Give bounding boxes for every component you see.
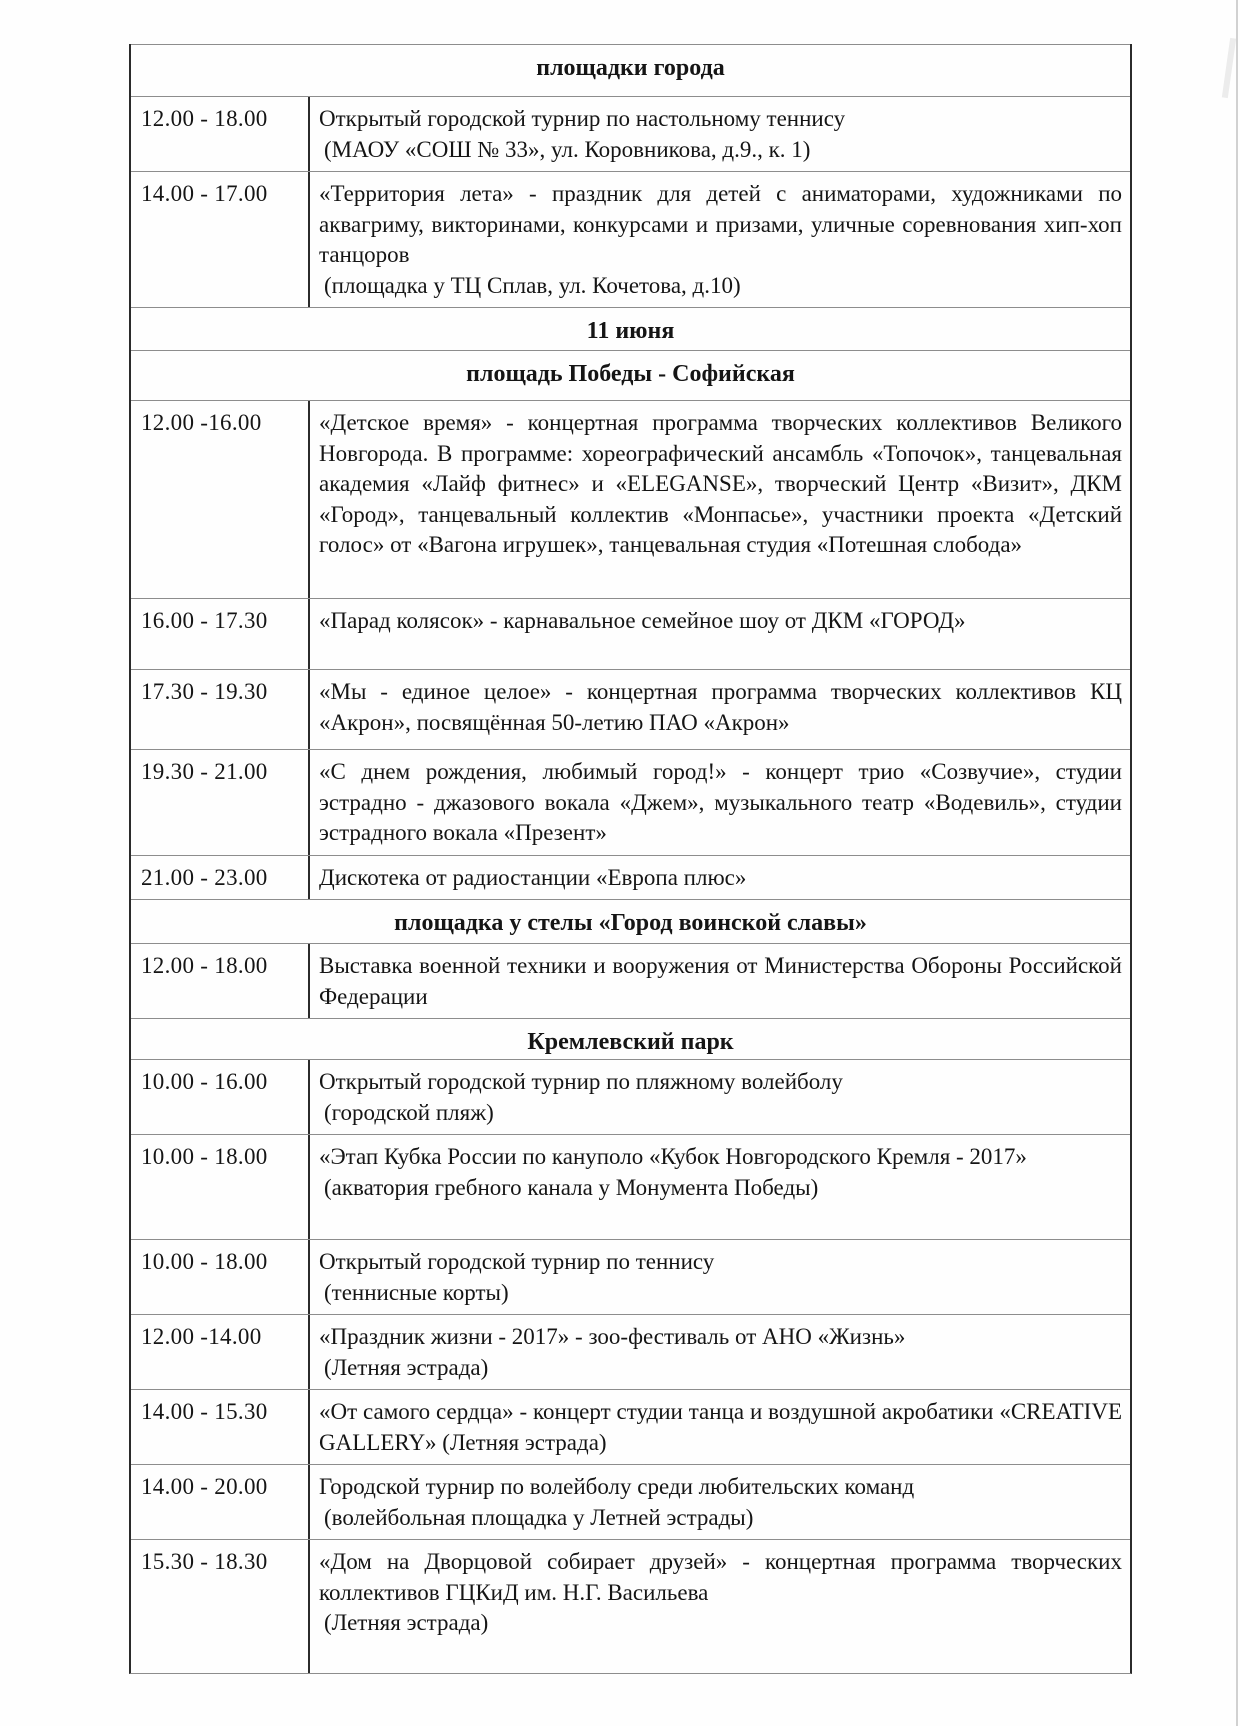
event-text: Дискотека от радиостанции «Европа плюс» xyxy=(319,864,747,890)
event-text: Открытый городской турнир по настольному теннису xyxy=(319,106,846,131)
event-text: «С днем рождения, любимый город!» - концерт трио «Созвучие», студии эстрадно - джазового вокала «Джем», музыкального театр «Водевиль», студии эстрадного вокала «Презент» xyxy=(319,759,1122,845)
section-header: площадка у стелы «Город воинской славы» xyxy=(131,899,1130,943)
page-edge-scan-artifact xyxy=(1236,0,1238,1726)
event-time: 14.00 - 15.30 xyxy=(141,1399,268,1424)
scan-smudge xyxy=(1222,38,1236,98)
event-text: «Праздник жизни - 2017» - зоо-фестиваль от АНО «Жизнь» xyxy=(319,1324,906,1349)
schedule-row xyxy=(131,400,1130,598)
event-description xyxy=(308,1240,1130,1314)
event-text: «Территория лета» - праздник для детей с аниматорами, художниками по аквагриму, викторинами, конкурсами и призами, уличные соревнования хип-хоп танцоров xyxy=(319,181,1122,267)
schedule-row xyxy=(131,1059,1130,1134)
event-description xyxy=(308,856,1130,900)
event-time: 12.00 - 18.00 xyxy=(141,953,268,978)
event-venue: (акватория гребного канала у Монумента Победы) xyxy=(324,1174,819,1200)
schedule-row xyxy=(131,1239,1130,1314)
event-description xyxy=(308,1390,1130,1464)
event-time: 10.00 - 18.00 xyxy=(141,1249,268,1274)
event-description xyxy=(308,401,1130,598)
schedule-row xyxy=(131,598,1130,669)
event-description xyxy=(308,97,1130,171)
schedule-row xyxy=(131,1314,1130,1389)
event-time: 12.00 - 18.00 xyxy=(141,106,268,131)
section-header: 11 июня xyxy=(131,307,1130,350)
event-text: «Мы - единое целое» - концертная программа творческих коллективов КЦ «Акрон», посвящённая 50-летию ПАО «Акрон» xyxy=(319,679,1122,735)
event-description xyxy=(308,670,1130,749)
event-time: 15.30 - 18.30 xyxy=(141,1549,268,1574)
event-description xyxy=(308,1135,1130,1239)
event-text: «Детское время» - концертная программа творческих коллективов Великого Новгорода. В программе: хореографический ансамбль «Топочок», танцевальная академия «Лайф фитнес» и «ELEGANSE», творческий Центр «Визит», ДКМ «Город», танцевальный коллектив «Монпасье», участники проекта «Детский голос» от «Вагона игрушек», танцевальная студия «Потешная слобода» xyxy=(319,410,1122,557)
event-time: 10.00 - 16.00 xyxy=(141,1069,268,1094)
event-description xyxy=(308,172,1130,307)
event-venue: (теннисные корты) xyxy=(324,1279,509,1305)
event-time: 14.00 - 17.00 xyxy=(141,181,268,206)
event-description xyxy=(308,944,1130,1018)
event-time: 12.00 -14.00 xyxy=(141,1324,262,1349)
event-description xyxy=(308,1540,1130,1673)
event-text: Выставка военной техники и вооружения от Министерства Обороны Российской Федерации xyxy=(319,953,1122,1009)
event-time: 19.30 - 21.00 xyxy=(141,759,268,784)
event-time: 21.00 - 23.00 xyxy=(141,864,268,890)
section-header: площадь Победы - Софийская xyxy=(131,350,1130,400)
event-text: «Парад колясок» - карнавальное семейное шоу от ДКМ «ГОРОД» xyxy=(319,608,966,633)
event-text: Открытый городской турнир по пляжному волейболу xyxy=(319,1069,843,1094)
schedule-row xyxy=(131,1389,1130,1464)
section-header: Кремлевский парк xyxy=(131,1018,1130,1059)
event-time: 14.00 - 20.00 xyxy=(141,1474,268,1499)
event-venue: (волейбольная площадка у Летней эстрады) xyxy=(324,1504,754,1530)
schedule-row xyxy=(131,171,1130,307)
event-text: «От самого сердца» - концерт студии танца и воздушной акробатики «CREATIVE GALLERY» (Летняя эстрада) xyxy=(319,1399,1122,1455)
event-time: 10.00 - 18.00 xyxy=(141,1144,268,1169)
event-description xyxy=(308,750,1130,855)
schedule-row xyxy=(131,1464,1130,1539)
event-text: «Дом на Дворцовой собирает друзей» - концертная программа творческих коллективов ГЦКиД им. Н.Г. Васильева xyxy=(319,1549,1122,1605)
schedule-row xyxy=(131,1539,1130,1673)
event-time: 12.00 -16.00 xyxy=(141,410,262,435)
events-table xyxy=(129,44,1132,1674)
event-text: «Этап Кубка России по кануполо «Кубок Новгородского Кремля - 2017» xyxy=(319,1144,1027,1169)
event-time: 17.30 - 19.30 xyxy=(141,679,268,704)
schedule-row xyxy=(131,1134,1130,1239)
schedule-row xyxy=(131,943,1130,1018)
event-description xyxy=(308,1465,1130,1539)
schedule-row xyxy=(131,669,1130,749)
event-venue: (Летняя эстрада) xyxy=(324,1354,489,1380)
event-description xyxy=(308,599,1130,669)
event-text: Открытый городской турнир по теннису xyxy=(319,1249,715,1274)
event-description xyxy=(308,1315,1130,1389)
event-venue: (городской пляж) xyxy=(324,1099,494,1125)
event-venue: (МАОУ «СОШ № 33», ул. Коровникова, д.9., к. 1) xyxy=(324,136,811,162)
schedule-row xyxy=(131,96,1130,171)
schedule-row xyxy=(131,855,1130,900)
event-text: Городской турнир по волейболу среди любительских команд xyxy=(319,1474,915,1499)
section-header: площадки города xyxy=(131,44,1130,96)
event-venue: (Летняя эстрада) xyxy=(324,1610,489,1635)
event-description xyxy=(308,1060,1130,1134)
event-venue: (площадка у ТЦ Сплав, ул. Кочетова, д.10) xyxy=(324,272,741,298)
event-time: 16.00 - 17.30 xyxy=(141,608,268,633)
schedule-row xyxy=(131,749,1130,855)
